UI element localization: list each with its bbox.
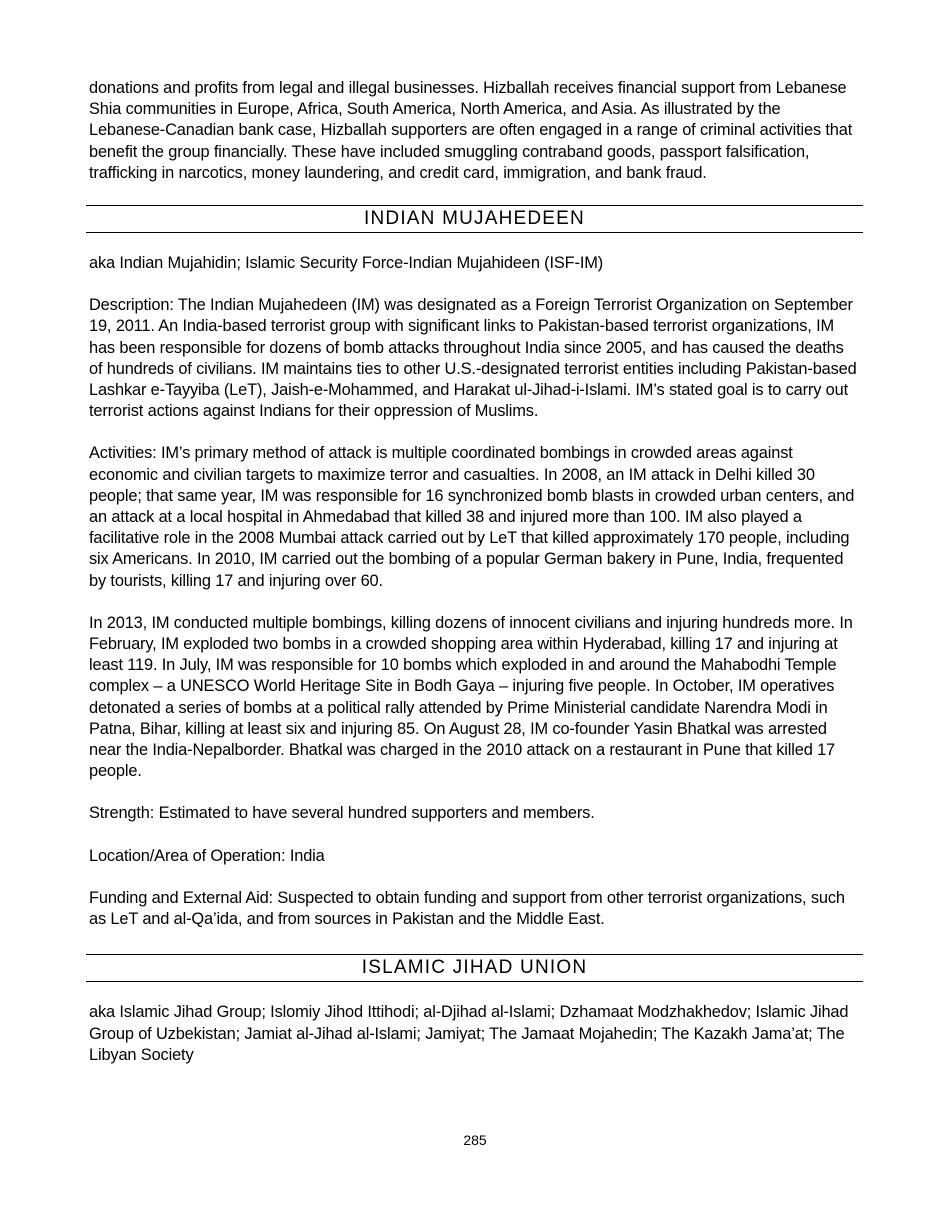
aka-islamic-jihad-union: aka Islamic Jihad Group; Islomiy Jihod Ittihodi; al-Djihad al-Islami; Dzhamaat Modzhakhedov; Islamic Jihad Group of Uzbekistan; Jamiat al-Jihad al-Islami; Jamiyat; The Jamaat Mojahedin; The Kazakh Jama’at; The Libyan Society — [89, 1003, 849, 1064]
aka-indian-mujahedeen: aka Indian Mujahidin; Islamic Security Force-Indian Mujahideen (ISF-IM) — [89, 254, 604, 273]
location-text: India — [285, 846, 325, 865]
funding-text: Suspected to obtain funding and support from other terrorist organizations, such as LeT and al-Qa’ida, and from sources in Pakistan and the Middle East. — [89, 888, 845, 929]
strength-text: Estimated to have several hundred supporters and members. — [154, 804, 595, 823]
section-heading-indian-mujahedeen: INDIAN MUJAHEDEEN — [86, 205, 863, 233]
description-paragraph — [89, 295, 861, 422]
document-page — [89, 78, 861, 1066]
location-label: Location/Area of Operation: — [89, 846, 286, 865]
activities-label: Activities: — [89, 444, 157, 463]
activities-2013-paragraph: In 2013, IM conducted multiple bombings, killing dozens of innocent civilians and injuring hundreds more. In February, IM exploded two bombs in a crowded shopping area within Hyderabad, killing 17 and injuring at least 119. In July, IM was responsible for 10 bombs which exploded in and around the Mahabodhi Temple complex – a UNESCO World Heritage Site in Bodh Gaya – injuring five people. In October, IM operatives detonated a series of bombs at a political rally attended by Prime Ministerial candidate Narendra Modi in Patna, Bihar, killing at least six and injuring 85. On August 28, IM co-founder Yasin Bhatkal was arrested near the India-Nepalborder. Bhatkal was charged in the 2010 attack on a restaurant in Pune that killed 17 people. — [89, 613, 853, 781]
activities-paragraph — [89, 443, 861, 591]
activities-text: IM’s primary method of attack is multiple coordinated bombings in crowded areas against economic and civilian targets to maximize terror and casualties. In 2008, an IM attack in Delhi killed 30 people; that same year, IM was responsible for 16 synchronized bomb blasts in crowded urban centers, and an attack at a local hospital in Ahmedabad that killed 38 and injured more than 100. IM also played a facilitative role in the 2008 Mumbai attack carried out by LeT that killed approximately 170 people, including six Americans. In 2010, IM carried out the bombing of a popular German bakery in Pune, India, frequented by tourists, killing 17 and injuring over 60. — [89, 444, 855, 590]
page-number: 285 — [463, 1132, 487, 1148]
description-text: The Indian Mujahedeen (IM) was designated as a Foreign Terrorist Organization on September 19, 2011. An India-based terrorist group with significant links to Pakistan-based terrorist organizations, IM has been responsible for dozens of bomb attacks throughout India since 2005, and has caused the deaths of hundreds of civilians. IM maintains ties to other U.S.-designated terrorist entities including Pakistan-based Lashkar e-Tayyiba (LeT), Jaish-e-Mohammed, and Harakat ul-Jihad-i-Islami. IM’s stated goal is to carry out terrorist actions against Indians for their oppression of Muslims. — [89, 296, 857, 421]
funding-label: Funding and External Aid: — [89, 888, 273, 907]
strength-paragraph — [89, 803, 861, 824]
strength-label: Strength: — [89, 804, 155, 823]
intro-paragraph: donations and profits from legal and illegal businesses. Hizballah receives financial support from Lebanese Shia communities in Europe, Africa, South America, North America, and Asia. As illustrated by the Lebanese-Canadian bank case, Hizballah supporters are often engaged in a range of criminal activities that benefit the group financially. These have included smuggling contraband goods, passport falsification, trafficking in narcotics, money laundering, and credit card, immigration, and bank fraud. — [89, 79, 853, 182]
funding-paragraph — [89, 888, 861, 930]
section-heading-islamic-jihad-union: ISLAMIC JIHAD UNION — [86, 954, 863, 982]
description-label: Description: — [89, 296, 174, 315]
location-paragraph — [89, 846, 861, 867]
